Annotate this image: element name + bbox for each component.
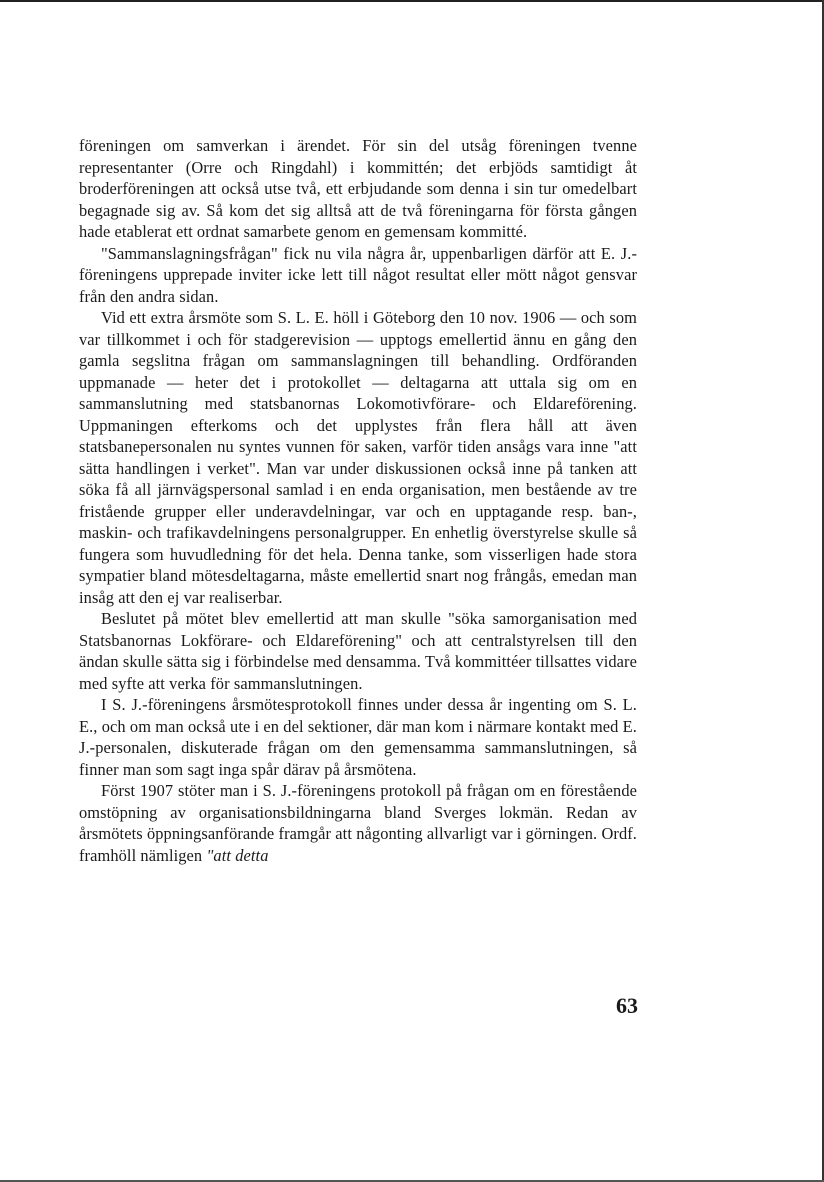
page-number: 63 — [616, 993, 638, 1018]
paragraph: Beslutet på mötet blev emellertid att man skulle "söka samorganisation med Statsbanornas Lokförare- och Eldareförening" och att centralstyrelsen till den ändan skulle sätta sig i förbindelse med densamma. Två kommittéer tillsattes vidare med syfte att verka för sammanslutningen. — [79, 609, 637, 693]
quote-start: "att detta — [206, 845, 269, 865]
paragraph: I S. J.-föreningens årsmötesprotokoll finnes under dessa år ingenting om S. L. E., och om man också ute i en del sektioner, där man kom i närmare kontakt med E. J.-personalen, diskuterade frågan om den gemensamma sammanslutningen, så finner man som sagt inga spår därav på årsmötena. — [79, 695, 637, 779]
paragraph-last — [79, 780, 637, 866]
paragraph: föreningen om samverkan i ärendet. För sin del utsåg föreningen tvenne representanter (Orre och Ringdahl) i kommittén; det erbjöds samtidigt åt broderföreningen att också utse två, ett erbjudande som denna i sin tur omedelbart begagnade sig av. Så kom det sig alltså att de två föreningarna för första gången hade etablerat ett ordnat samarbete genom en gemensam kommitté. — [79, 136, 637, 241]
paragraph: Vid ett extra årsmöte som S. L. E. höll i Göteborg den 10 nov. 1906 — och som var tillkommet i och för stadgerevision — upptogs emellertid ännu en gång den gamla segslitna frågan om sammanslagningen till behandling. Ordföranden uppmanade — heter det i protokollet — deltagarna att uttala sig om en sammanslutning med statsbanornas Lokomotivförare- och Eldareförening. Uppmaningen efterkoms och det upplystes från flera håll att även statsbanepersonalen nu syntes vunnen för saken, varför tiden ansågs vara inne "att sätta handlingen i verket". Man var under diskussionen också inne på tanken att söka få all järnvägspersonal samlad i en enda organisation, men bestående av tre fristående grupper eller underavdelningar, var och en upptagande resp. ban-, maskin- och trafikavdelningens personalgrupper. En enhetlig överstyrelse skulle så fungera som huvudledning för det hela. Denna tanke, som visserligen hade stora sympatier bland mötesdeltagarna, måste emellertid snart nog frångås, emedan man insåg att den ej var realiserbar. — [79, 308, 637, 607]
paragraph-last-text: Först 1907 stöter man i S. J.-föreningens protokoll på frågan om en förestående omstöpning av organisationsbildningarna bland Sverges lokmän. Redan av årsmötets öppningsanförande framgår att någonting allvarligt var i görningen. Ordf. framhöll nämligen — [79, 781, 637, 865]
body-text — [79, 135, 637, 866]
paragraph: "Sammanslagningsfrågan" fick nu vila några år, uppenbarligen därför att E. J.-föreningens upprepade inviter icke lett till något resultat eller mött något gensvar från den andra sidan. — [79, 243, 637, 306]
page-edge-top — [0, 0, 824, 2]
